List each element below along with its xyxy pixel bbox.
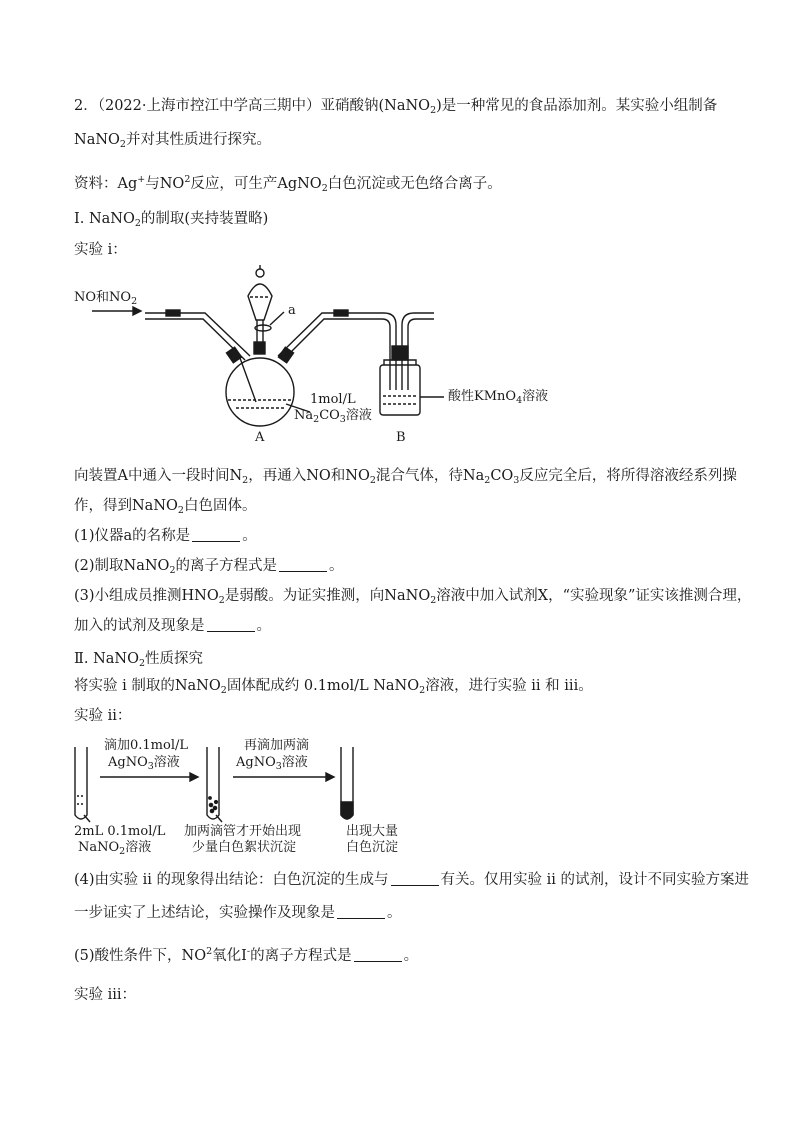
tube3-precipitate: [341, 802, 353, 819]
question-4-line-1: (4)由实验 ii 的现象得出结论：白色沉淀的生成与 有关。仅用实验 ii 的试剂，设计不同实验方案进: [74, 872, 750, 888]
tube2-label-1: 加两滴管才开始出现: [184, 824, 302, 839]
intro2-text-b: 并对其性质进行探究。: [125, 132, 271, 148]
info-b-sup: 2: [184, 174, 191, 185]
tube1-label-1: 2mL 0.1mol/L: [74, 824, 166, 839]
valve-label: a: [288, 303, 296, 318]
question-3-line-2: 加入的试剂及现象是 。: [74, 618, 271, 634]
info-c: 反应，可生产AgNO: [190, 176, 322, 192]
test-tube-1: [75, 747, 87, 819]
exp-iii-label: 实验 iii：: [74, 987, 137, 1003]
intro-text-b: )是一种常见的食品添加剂。某实验小组制备: [436, 98, 718, 114]
bottle-solution-label: 酸性KMnO$_4$溶液: [448, 389, 549, 406]
desc-line-2: 作，得到NaNO$_2$白色固体。: [74, 498, 257, 516]
desc-line-1: 向装置A中通入一段时间$N_2$，再通入NO和$NO_2$混合气体，待$Na_2CO_3$反应完全后，将所得溶液经系列操: [74, 468, 737, 486]
step2-label-1: 再滴加两滴: [244, 738, 310, 753]
answer-blank-4a[interactable]: [391, 871, 439, 886]
intro-sub: 2: [430, 105, 437, 116]
tube3-label-2: 白色沉淀: [346, 840, 399, 855]
info-d: 白色沉淀或无色络合离子。: [327, 176, 502, 192]
answer-blank-5[interactable]: [354, 947, 402, 962]
question-4-line-2: 一步证实了上述结论，实验操作及现象是 。: [74, 905, 402, 921]
question-5: (5)酸性条件下，$NO^2$氧化I-的离子方程式是 。: [74, 946, 419, 964]
info-b: 与NO: [145, 176, 185, 192]
part2-desc: 将实验 i 制取的NaNO$_2$固体配成约 0.1mol/L NaNO$_2$溶液，进行实验 ii 和 iii。: [74, 678, 593, 696]
question-number: 2．: [74, 98, 98, 114]
info-a-sup: +: [137, 174, 146, 185]
step1-label-2: AgNO$_3$溶液: [108, 755, 180, 772]
part1-title-sub: 2: [134, 218, 141, 229]
flask-solution-label-1: 1mol/L: [310, 392, 356, 407]
apparatus-b-label: B: [396, 430, 406, 445]
exp-i-label: 实验 i：: [74, 242, 127, 258]
info-c-sub: 2: [321, 183, 328, 194]
inlet-gas-label: NO和$NO_2$: [74, 290, 138, 307]
apparatus-a-label: A: [255, 430, 265, 445]
question-3-line-1: (3)小组成员推测$HNO_2$是弱酸。为证实推测，向NaNO$_2$溶液中加入试剂X，“实验现象”证实该推测合理，: [74, 588, 752, 606]
flask-solution-label-2: $Na_2CO_3$溶液: [294, 408, 372, 425]
part2-title: Ⅱ. NaNO$_2$性质探究: [74, 651, 204, 669]
question-source: （2022·上海市控江中学高三期中）: [97, 98, 321, 114]
arrow-1-head: [190, 773, 198, 781]
intro-text: 亚硝酸钠(NaNO: [320, 98, 431, 114]
question-1: (1)仪器a的名称是 。: [74, 528, 257, 544]
tube3-label-1: 出现大量: [346, 824, 399, 839]
question-2: (2)制取NaNO$_2$的离子方程式是 。: [74, 558, 344, 576]
intro2-text: NaNO: [74, 132, 120, 148]
step1-label-1: 滴加0.1mol/L: [104, 738, 188, 753]
arrow-2-head: [326, 773, 334, 781]
intro2-sub: 2: [119, 139, 126, 150]
answer-blank-4b[interactable]: [337, 904, 385, 919]
step2-label-2: AgNO$_3$溶液: [236, 755, 308, 772]
part1-title-b: 的制取(夹持装置略): [140, 211, 269, 227]
part1-title-a: Ⅰ. NaNO: [74, 211, 135, 227]
tube1-label-2: NaNO$_2$溶液: [78, 840, 152, 857]
tube2-label-2: 少量白色絮状沉淀: [192, 840, 297, 855]
exp-ii-label: 实验 ii：: [74, 708, 132, 724]
info-a: 资料：Ag: [74, 176, 138, 192]
